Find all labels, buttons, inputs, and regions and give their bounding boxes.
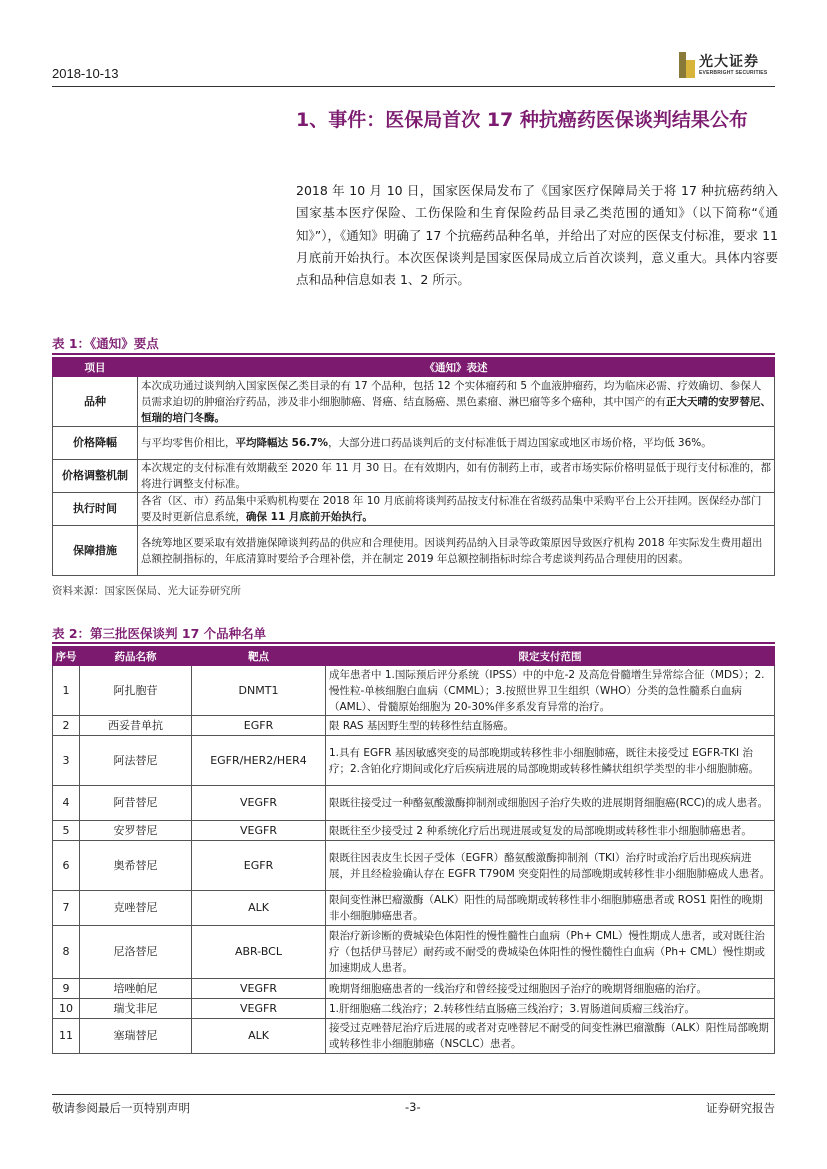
cell-target: EGFR/HER2/HER4 [192, 736, 326, 786]
cell-drug-name: 阿扎胞苷 [80, 666, 192, 716]
cell-no: 6 [53, 841, 80, 891]
table2-rule [52, 642, 775, 644]
table1-header-statement: 《通知》表述 [138, 358, 775, 377]
table-row [53, 427, 775, 460]
table-row [53, 786, 775, 821]
cell-scope: 限既往接受过一种酪氨酸激酶抑制剂或细胞因子治疗失败的进展期肾细胞癌(RCC)的成人患者。 [326, 786, 775, 821]
cell-target: EGFR [192, 716, 326, 736]
header-divider [52, 86, 775, 87]
footer-divider [52, 1094, 775, 1095]
table-row [53, 666, 775, 716]
cell-scope: 1.具有 EGFR 基因敏感突变的局部晚期或转移性非小细胞肺癌，既往未接受过 EGFR-TKI 治疗；2.含铂化疗期间或化疗后疾病进展的局部晚期或转移性鳞状组织学类型的非小细胞肺癌。 [326, 736, 775, 786]
table-row [53, 526, 775, 576]
cell-drug-name: 克唑替尼 [80, 891, 192, 926]
cell-target: VEGFR [192, 979, 326, 999]
cell-drug-name: 瑞戈非尼 [80, 999, 192, 1019]
cell-no: 3 [53, 736, 80, 786]
row-label: 价格降幅 [53, 427, 138, 460]
cell-scope: 成年患者中 1.国际预后评分系统（IPSS）中的中危-2 及高危骨髓增生异常综合征（MDS）；2.慢性粒-单核细胞白血病（CMML）；3.按照世界卫生组织（WHO）分类的急性髓系白血病（AML）、骨髓原始细胞为 20-30%伴多系发育异常的治疗。 [326, 666, 775, 716]
row-text: 本次规定的支付标准有效期截至 2020 年 11 月 30 日。在有效期内，如有仿制药上市，或者市场实际价格明显低于现行支付标准的，都将进行调整支付标准。 [138, 460, 775, 493]
cell-target: ALK [192, 891, 326, 926]
table2-title: 表 2：第三批医保谈判 17 个品种名单 [52, 626, 267, 641]
cell-scope: 限既往至少接受过 2 种系统化疗后出现进展或复发的局部晚期或转移性非小细胞肺癌患者。 [326, 821, 775, 841]
cell-no: 9 [53, 979, 80, 999]
table-row [53, 999, 775, 1019]
row-text: 与平均零售价相比，平均降幅达 56.7%，大部分进口药品谈判后的支付标准低于周边国家或地区市场价格，平均低 36%。 [138, 427, 775, 460]
table-row [53, 979, 775, 999]
row-label: 执行时间 [53, 493, 138, 526]
row-label: 品种 [53, 377, 138, 427]
table2-header-scope: 限定支付范围 [326, 647, 775, 666]
cell-no: 4 [53, 786, 80, 821]
row-text: 各统筹地区要采取有效措施保障谈判药品的供应和合理使用。因谈判药品纳入目录等政策原因导致医疗机构 2018 年实际发生费用超出总额控制指标的，年底清算时要给予合理补偿，并在制定 2019 年总额控制指标时综合考虑谈判药品合理使用的因素。 [138, 526, 775, 576]
row-text: 本次成功通过谈判纳入国家医保乙类目录的有 17 个品种，包括 12 个实体瘤药和 5 个血液肿瘤药，均为临床必需、疗效确切、参保人员需求迫切的肿瘤治疗药品，涉及非小细胞肺癌、肾癌、结直肠癌、黑色素瘤、淋巴瘤等多个癌种，其中国产的有正大天晴的安罗替尼、恒瑞的培门冬酶。 [138, 377, 775, 427]
table-row [53, 891, 775, 926]
cell-no: 11 [53, 1019, 80, 1054]
cell-no: 8 [53, 926, 80, 979]
cell-target: DNMT1 [192, 666, 326, 716]
cell-drug-name: 培唑帕尼 [80, 979, 192, 999]
section-title: 1、事件：医保局首次 17 种抗癌药医保谈判结果公布 [296, 109, 748, 131]
footer-report-type: 证券研究报告 [706, 1101, 775, 1115]
cell-no: 1 [53, 666, 80, 716]
row-text: 各省（区、市）药品集中采购机构要在 2018 年 10 月底前将谈判药品按支付标准在省级药品集中采购平台上公开挂网。医保经办部门要及时更新信息系统，确保 11 月底前开始执行。 [138, 493, 775, 526]
table-row [53, 736, 775, 786]
page-number: -3- [405, 1100, 421, 1114]
cell-scope: 限间变性淋巴瘤激酶（ALK）阳性的局部晚期或转移性非小细胞肺癌患者或 ROS1 阳性的晚期非小细胞肺癌患者。 [326, 891, 775, 926]
table-row [53, 841, 775, 891]
cell-drug-name: 安罗替尼 [80, 821, 192, 841]
cell-scope: 接受过克唑替尼治疗后进展的或者对克唑替尼不耐受的间变性淋巴瘤激酶（ALK）阳性局部晚期或转移性非小细胞肺癌（NSCLC）患者。 [326, 1019, 775, 1054]
intro-paragraph: 2018 年 10 月 10 日，国家医保局发布了《国家医疗保障局关于将 17 种抗癌药纳入国家基本医疗保险、工伤保险和生育保险药品目录乙类范围的通知》（以下简称“《通知》”），《通知》明确了 17 个抗癌药品种名单，并给出了对应的医保支付标准，要求 11 月底前开始执行。本次医保谈判是国家医保局成立后首次谈判，意义重大。具体内容要点和品种信息如表 1、2 所示。 [296, 183, 778, 288]
table2-header-no: 序号 [53, 647, 80, 666]
table-row [53, 1019, 775, 1054]
table-row [53, 460, 775, 493]
footer-disclaimer: 敬请参阅最后一页特别声明 [52, 1101, 190, 1115]
company-logo [679, 50, 779, 80]
cell-drug-name: 奥希替尼 [80, 841, 192, 891]
cell-drug-name: 阿昔替尼 [80, 786, 192, 821]
cell-drug-name: 塞瑞替尼 [80, 1019, 192, 1054]
table1-header-item: 项目 [53, 358, 138, 377]
report-date: 2018-10-13 [52, 66, 119, 81]
cell-target: VEGFR [192, 821, 326, 841]
cell-scope: 晚期肾细胞癌患者的一线治疗和曾经接受过细胞因子治疗的晚期肾细胞癌的治疗。 [326, 979, 775, 999]
table-row [53, 926, 775, 979]
drug-list-table [52, 646, 775, 1054]
row-label: 价格调整机制 [53, 460, 138, 493]
cell-no: 5 [53, 821, 80, 841]
table1-rule [52, 353, 775, 355]
cell-target: EGFR [192, 841, 326, 891]
cell-no: 2 [53, 716, 80, 736]
logo-english-name: EVERBRIGHT SECURITIES [699, 70, 768, 76]
table-row [53, 716, 775, 736]
cell-target: VEGFR [192, 786, 326, 821]
cell-scope: 限 RAS 基因野生型的转移性结直肠癌。 [326, 716, 775, 736]
table2-header-name: 药品名称 [80, 647, 192, 666]
table-row [53, 493, 775, 526]
logo-mark-icon [679, 52, 695, 78]
table-row [53, 821, 775, 841]
cell-target: VEGFR [192, 999, 326, 1019]
table1-source: 资料来源：国家医保局、光大证券研究所 [52, 585, 241, 597]
cell-no: 7 [53, 891, 80, 926]
notice-key-points-table [52, 357, 775, 576]
cell-no: 10 [53, 999, 80, 1019]
row-label: 保障措施 [53, 526, 138, 576]
cell-target: ALK [192, 1019, 326, 1054]
cell-scope: 限治疗新诊断的费城染色体阳性的慢性髓性白血病（Ph+ CML）慢性期成人患者，或对既往治疗（包括伊马替尼）耐药或不耐受的费城染色体阳性的慢性髓性白血病（Ph+ CML）慢性期或加速期成人患者。 [326, 926, 775, 979]
cell-drug-name: 阿法替尼 [80, 736, 192, 786]
cell-drug-name: 尼洛替尼 [80, 926, 192, 979]
logo-name: 光大证券 [699, 54, 759, 70]
cell-scope: 限既往因表皮生长因子受体（EGFR）酪氨酸激酶抑制剂（TKI）治疗时或治疗后出现疾病进展，并且经检验确认存在 EGFR T790M 突变阳性的局部晚期或转移性非小细胞肺癌成人患者。 [326, 841, 775, 891]
cell-target: ABR-BCL [192, 926, 326, 979]
cell-scope: 1.肝细胞癌二线治疗；2.转移性结直肠癌三线治疗；3.胃肠道间质瘤三线治疗。 [326, 999, 775, 1019]
table1-title: 表 1：《通知》要点 [52, 336, 159, 351]
cell-drug-name: 西妥昔单抗 [80, 716, 192, 736]
table-row [53, 377, 775, 427]
table2-header-target: 靶点 [192, 647, 326, 666]
